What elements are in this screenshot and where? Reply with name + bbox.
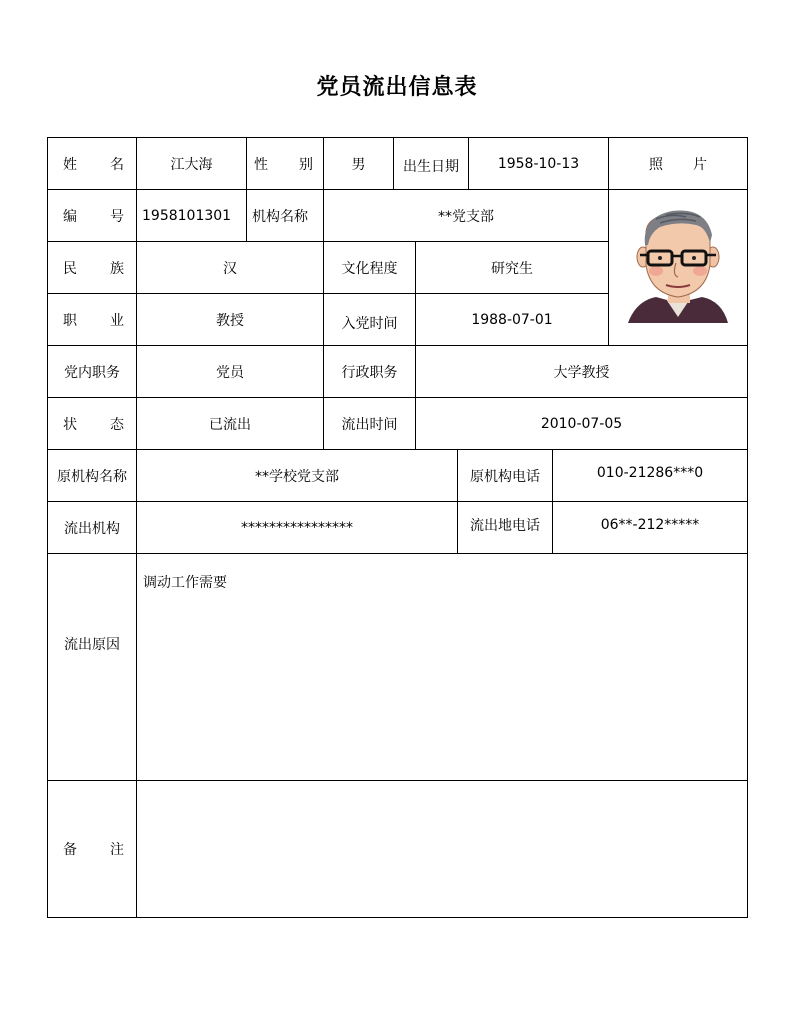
value-gender: 男 <box>323 137 394 190</box>
page-title: 党员流出信息表 <box>316 75 478 100</box>
value-orig-org: **学校党支部 <box>136 449 458 502</box>
value-ethnicity: 汉 <box>136 241 324 294</box>
label-reason: 流出原因 <box>47 553 137 781</box>
label-birth: 出生日期 <box>393 137 469 190</box>
value-join-date: 1988-07-01 <box>415 293 609 346</box>
value-remarks <box>136 780 748 918</box>
label-number <box>47 189 137 242</box>
value-status: 已流出 <box>136 397 324 450</box>
label-status-char1: 状 <box>63 416 77 433</box>
value-name: 江大海 <box>136 137 247 190</box>
label-gender-char1: 性 <box>254 156 268 173</box>
value-outflow-date: 2010-07-05 <box>415 397 748 450</box>
value-orig-phone: 010-21286***0 <box>552 449 748 502</box>
label-orig-phone: 原机构电话 <box>457 449 553 502</box>
label-remarks <box>47 780 137 918</box>
label-ethnicity-char1: 民 <box>63 260 77 277</box>
label-name-char1: 姓 <box>63 156 77 173</box>
label-education: 文化程度 <box>323 241 416 294</box>
label-ethnicity-char2: 族 <box>110 260 124 277</box>
value-birth: 1958-10-13 <box>468 137 609 190</box>
label-remarks-char1: 备 <box>63 842 77 858</box>
value-reason: 调动工作需要 <box>136 553 748 781</box>
label-number-char1: 编 <box>63 208 77 225</box>
label-join-date: 入党时间 <box>323 293 416 346</box>
label-org-name: 机构名称 <box>246 189 324 242</box>
label-orig-org: 原机构名称 <box>47 449 137 502</box>
value-out-phone: 06**-212***** <box>552 501 748 554</box>
value-out-org: **************** <box>136 501 458 554</box>
label-status-char2: 态 <box>110 416 124 433</box>
label-name-char2: 名 <box>110 156 124 173</box>
value-education: 研究生 <box>415 241 609 294</box>
label-out-phone: 流出地电话 <box>457 501 553 554</box>
value-admin-post: 大学教授 <box>415 345 748 398</box>
label-remarks-char2: 注 <box>110 842 124 858</box>
label-outflow-date: 流出时间 <box>323 397 416 450</box>
value-party-post: 党员 <box>136 345 324 398</box>
label-photo-char1: 照 <box>649 156 663 173</box>
label-occupation-char1: 职 <box>63 312 77 329</box>
label-status <box>47 397 137 450</box>
label-occupation-char2: 业 <box>110 312 124 329</box>
label-ethnicity <box>47 241 137 294</box>
label-admin-post: 行政职务 <box>323 345 416 398</box>
label-number-char2: 号 <box>110 208 124 225</box>
label-photo-char2: 片 <box>693 156 707 173</box>
value-occupation: 教授 <box>136 293 324 346</box>
label-party-post: 党内职务 <box>47 345 137 398</box>
label-name <box>47 137 137 190</box>
value-number: 1958101301 <box>136 189 247 242</box>
label-out-org: 流出机构 <box>47 501 137 554</box>
label-gender-char2: 别 <box>299 156 313 173</box>
label-gender <box>246 137 324 190</box>
label-occupation <box>47 293 137 346</box>
label-photo <box>608 137 748 190</box>
value-org-name: **党支部 <box>323 189 609 242</box>
portrait-photo <box>626 205 730 325</box>
